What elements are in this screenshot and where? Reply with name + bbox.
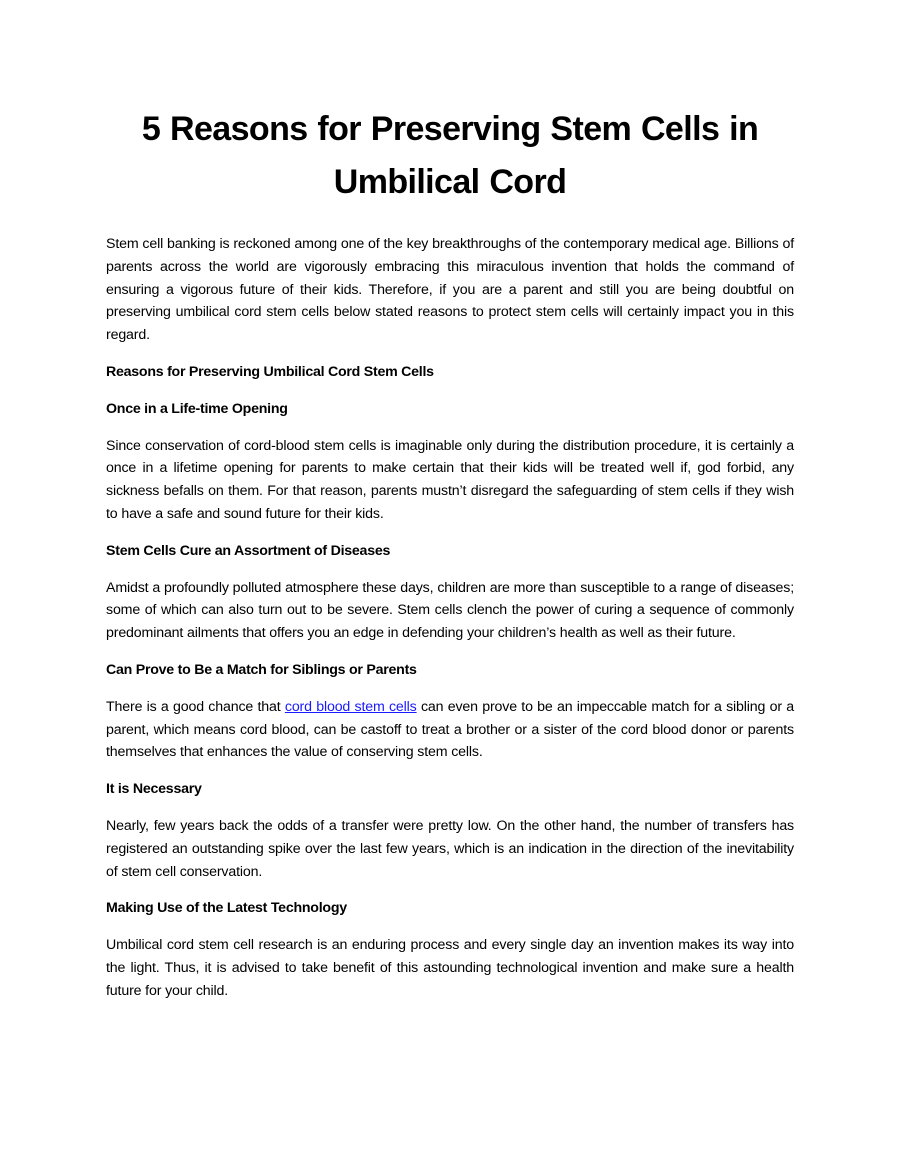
document-title: 5 Reasons for Preserving Stem Cells in Umbilical Cord xyxy=(141,110,759,201)
paragraph-text-after-link: can even prove to be an impeccable match for a sibling or a parent, which means cord blood, can be castoff to treat a brother or a sister of the cord blood donor or parents themselves that enhances the value of conserving stem cells. xyxy=(106,698,794,761)
heading-latest-technology: Making Use of the Latest Technology xyxy=(106,900,347,917)
document-page xyxy=(106,103,794,1017)
heading-once-in-a-lifetime: Once in a Life-time Opening xyxy=(106,400,288,417)
heading-match-siblings: Can Prove to Be a Match for Siblings or Parents xyxy=(106,661,417,678)
paragraph-latest-technology: Umbilical cord stem cell research is an enduring process and every single day an invention makes its way into the light. Thus, it is advised to take benefit of this astounding technological invention and make sure a health future for your child. xyxy=(106,937,794,999)
paragraph-once-in-a-lifetime: Since conservation of cord-blood stem cells is imaginable only during the distribution procedure, it is certainly a once in a lifetime opening for parents to make certain that their kids will be treated well if, god forbid, any sickness befalls on them. For that reason, parents mustn’t disregard the safeguarding of stem cells if they wish to have a safe and sound future for their kids. xyxy=(106,437,794,522)
intro-paragraph: Stem cell banking is reckoned among one of the key breakthroughs of the contemporary medical age. Billions of parents across the world are vigorously embracing this miraculous invention that holds the command of ensuring a vigorous future of their kids. Therefore, if you are a parent and still you are being doubtful on preserving umbilical cord stem cells below stated reasons to protect stem cells will certainly impact you in this regard. xyxy=(106,236,794,344)
paragraph-necessary: Nearly, few years back the odds of a transfer were pretty low. On the other hand, the number of transfers has registered an outstanding spike over the last few years, which is an indication in the direction of the inevitability of stem cell conservation. xyxy=(106,817,794,880)
heading-necessary: It is Necessary xyxy=(106,781,202,798)
paragraph-cure-diseases: Amidst a profoundly polluted atmosphere these days, children are more than susceptible to a range of diseases; some of which can also turn out to be severe. Stem cells clench the power of curing a sequence of commonly predominant ailments that offers you an edge in defending your children’s health as well as their future. xyxy=(106,579,794,642)
paragraph-text-before-link: There is a good chance that xyxy=(106,698,285,715)
paragraph-match-siblings xyxy=(106,696,794,764)
section-heading-reasons: Reasons for Preserving Umbilical Cord Stem Cells xyxy=(106,363,434,380)
cord-blood-stem-cells-link[interactable]: cord blood stem cells xyxy=(284,698,417,715)
heading-cure-diseases: Stem Cells Cure an Assortment of Diseases xyxy=(106,542,391,559)
